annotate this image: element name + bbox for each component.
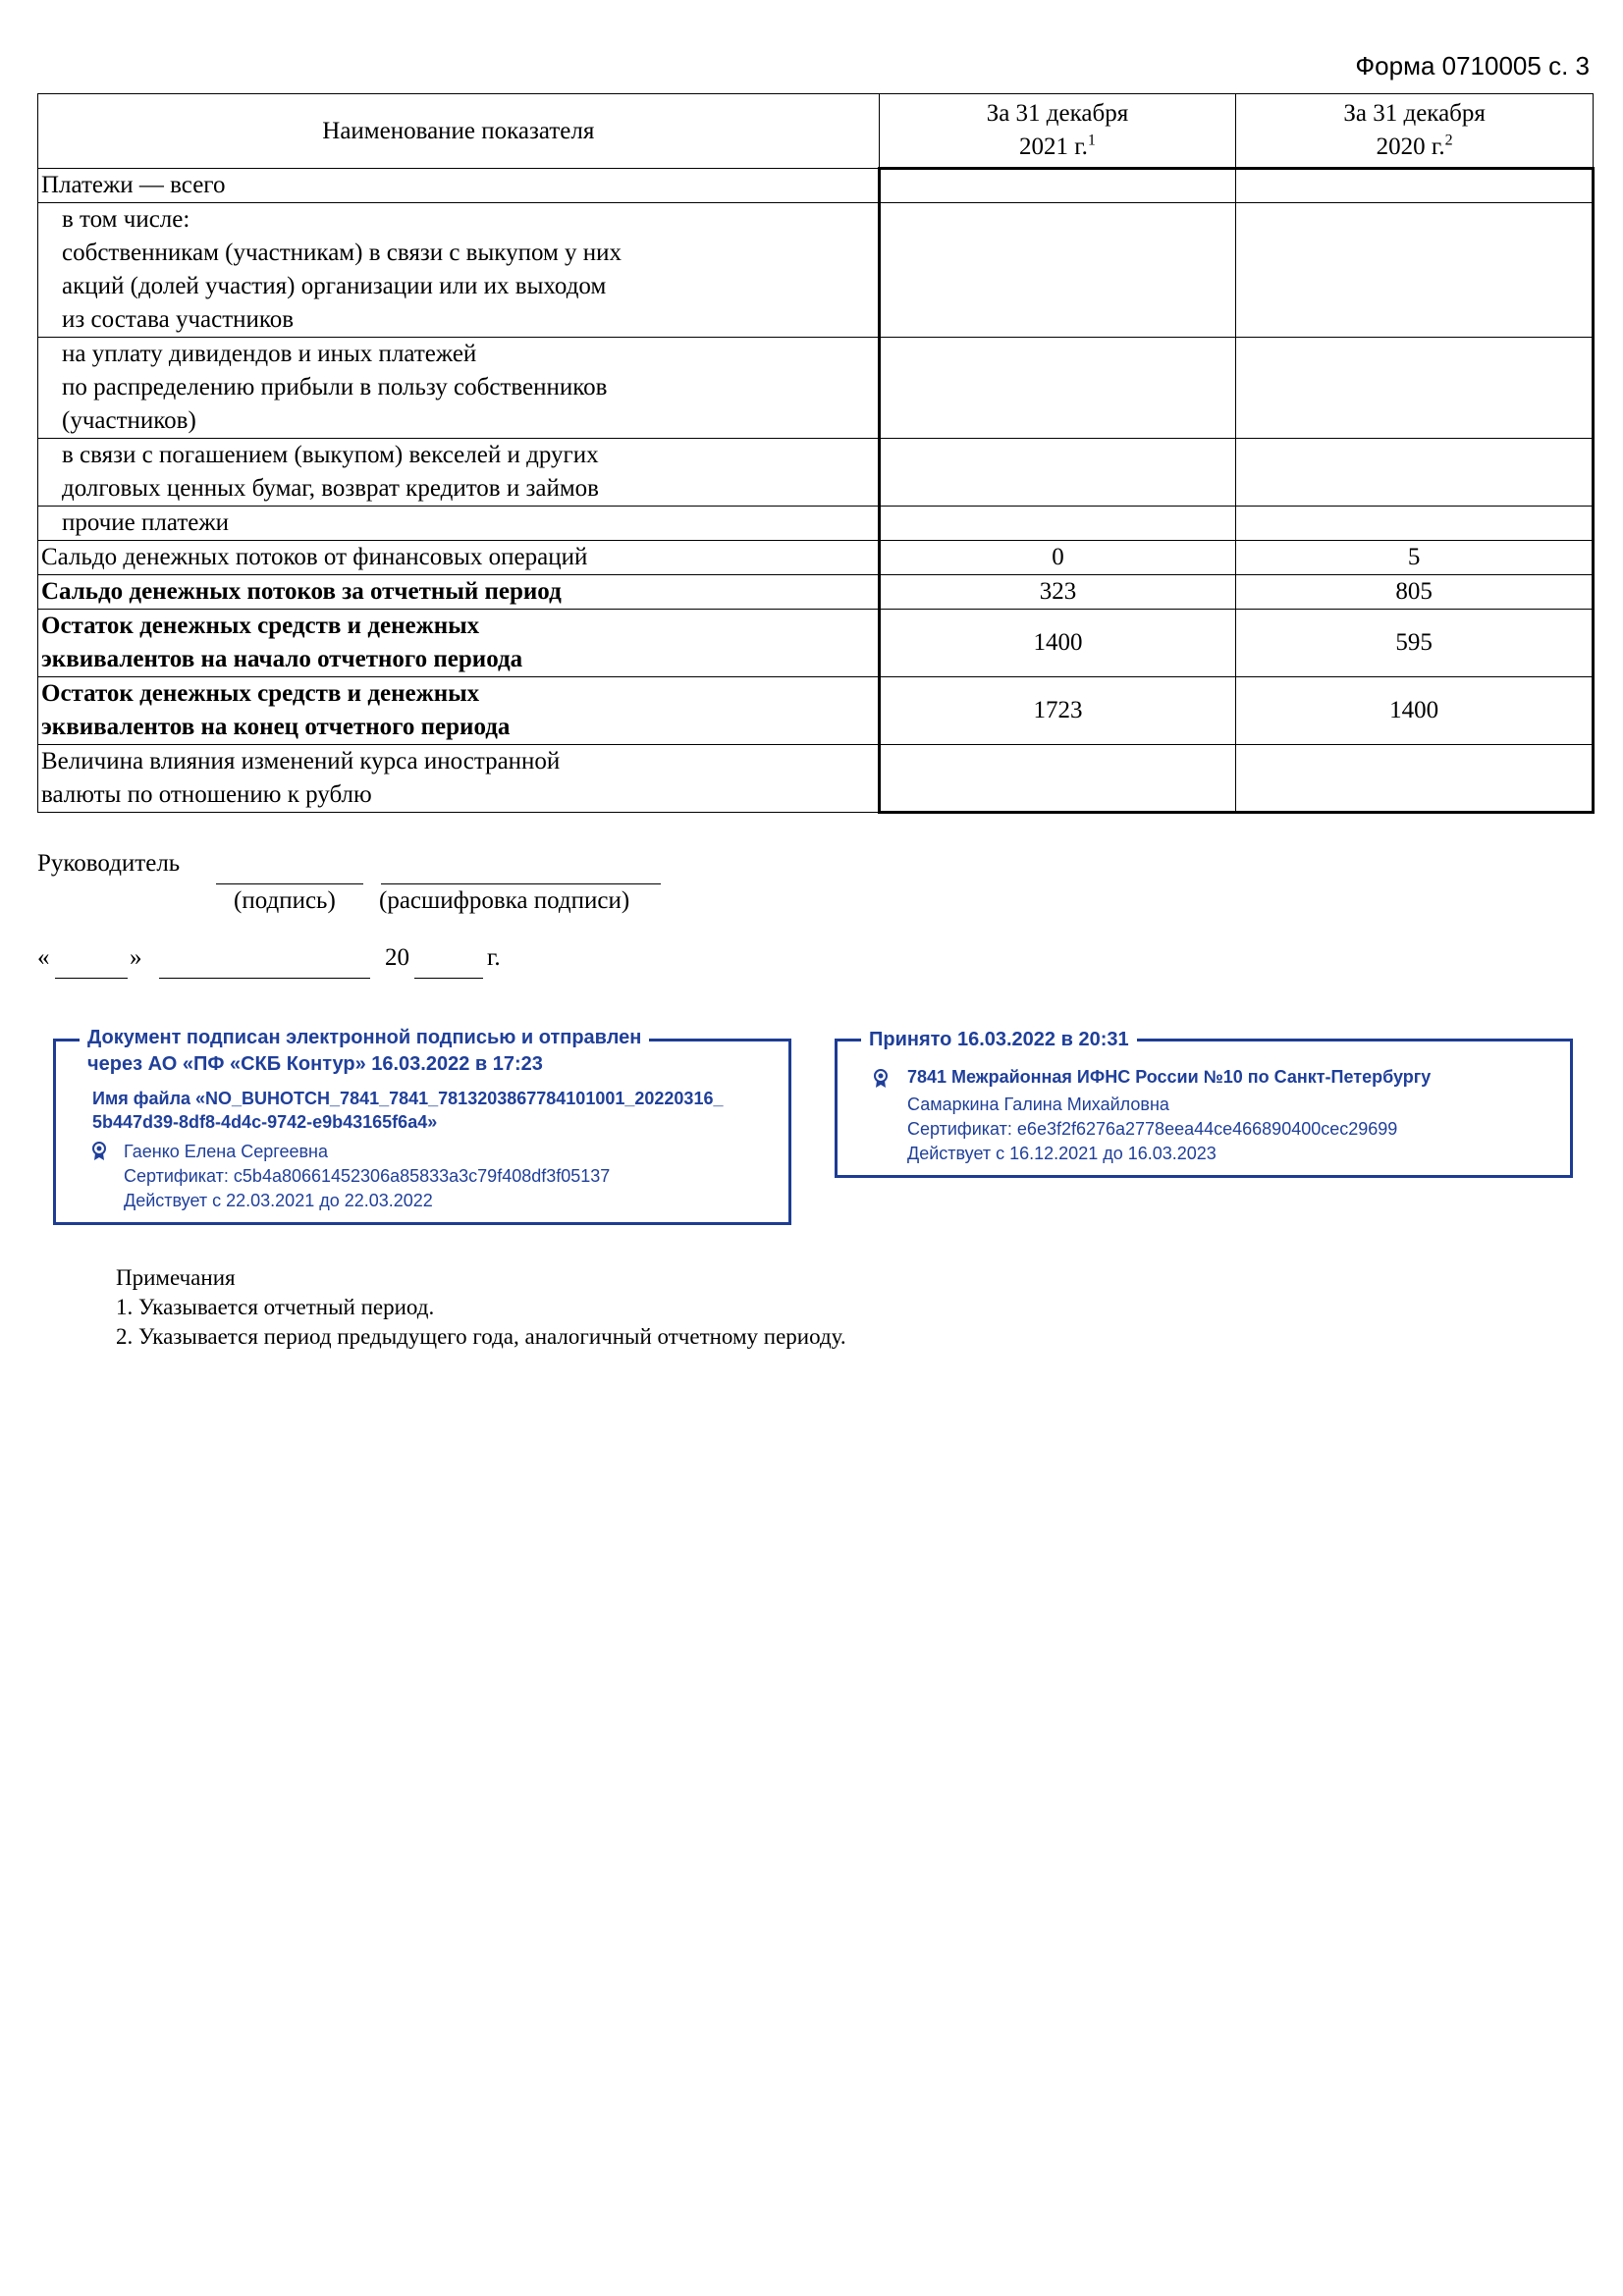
date-day-line[interactable] — [55, 948, 128, 979]
date-quote-close: » — [130, 944, 142, 971]
stamp-left-certificate: Сертификат: c5b4a80661452306a85833a3c79f408df3f05137 — [124, 1166, 611, 1186]
row-label-line: в том числе: — [62, 206, 190, 233]
stamp-left-file-line1: Имя файла «NO_BUHOTCH_7841_7841_7813203867784101001_20220316_ — [92, 1089, 724, 1108]
table-row — [38, 677, 1594, 745]
cash-flow-table — [37, 93, 1595, 814]
row-value-2021: 0 — [879, 541, 1236, 575]
table-row — [38, 439, 1594, 507]
table-row — [38, 507, 1594, 541]
certificate-medal-icon — [91, 1142, 107, 1161]
row-label: Сальдо денежных потоков за отчетный период — [38, 575, 880, 610]
table-row — [38, 203, 1594, 338]
row-value-2021: 1400 — [879, 610, 1236, 677]
table-row — [38, 610, 1594, 677]
header-col-2020-sup: 2 — [1444, 132, 1453, 149]
row-label-line: в связи с погашением (выкупом) векселей и других — [62, 442, 599, 468]
row-label — [38, 610, 880, 677]
notes-title: Примечания — [116, 1265, 236, 1290]
stamp-left-valid: Действует с 22.03.2021 до 22.03.2022 — [124, 1191, 433, 1210]
signature-label: Руководитель — [37, 850, 181, 877]
table-row — [38, 541, 1594, 575]
row-label — [38, 338, 880, 439]
table-row — [38, 745, 1594, 813]
row-label — [38, 677, 880, 745]
row-value-2020 — [1236, 203, 1594, 338]
row-label-line: долговых ценных бумаг, возврат кредитов и займов — [62, 475, 599, 502]
row-value-2021 — [879, 338, 1236, 439]
signature-decode-line[interactable] — [381, 854, 661, 884]
header-col-2021-line1: За 31 декабря — [986, 100, 1129, 127]
header-col-2020-line1: За 31 декабря — [1343, 100, 1486, 127]
row-value-2021 — [879, 203, 1236, 338]
date-quote-open: « — [37, 944, 50, 971]
date-month-line[interactable] — [159, 948, 370, 979]
stamp-right-certificate: Сертификат: e6e3f2f6276a2778eea44ce466890400cec29699 — [907, 1119, 1398, 1139]
header-indicator-name: Наименование показателя — [38, 94, 880, 169]
notes — [116, 1263, 846, 1352]
row-value-2020 — [1236, 338, 1594, 439]
date-year-suffix: г. — [487, 944, 501, 971]
stamp-right-title: Принято 16.03.2022 в 20:31 — [861, 1027, 1137, 1053]
row-label — [38, 439, 880, 507]
note-2: 2. Указывается период предыдущего года, аналогичный отчетному периоду. — [116, 1324, 846, 1349]
row-value-2021: 323 — [879, 575, 1236, 610]
row-label: прочие платежи — [38, 507, 880, 541]
acceptance-stamp-right — [835, 1029, 1573, 1178]
row-label-line: на уплату дивидендов и иных платежей — [62, 341, 477, 367]
stamp-right-valid: Действует с 16.12.2021 до 16.03.2023 — [907, 1144, 1217, 1163]
header-col-2020-line2: 2020 г. — [1376, 133, 1445, 160]
table-row — [38, 575, 1594, 610]
row-value-2021 — [879, 439, 1236, 507]
row-value-2020 — [1236, 507, 1594, 541]
stamp-left-file-line2: 5b447d39-8df8-4d4c-9742-e9b43165f6a4» — [92, 1112, 438, 1132]
form-number: Форма 0710005 с. 3 — [1355, 51, 1590, 80]
row-label-line: (участников) — [62, 407, 196, 434]
header-col-2021 — [879, 94, 1236, 169]
note-1: 1. Указывается отчетный период. — [116, 1295, 435, 1319]
row-value-2021 — [879, 745, 1236, 813]
stamp-left-title-line2: через АО «ПФ «СКБ Контур» 16.03.2022 в 17:23 — [87, 1053, 543, 1075]
row-value-2021 — [879, 169, 1236, 203]
stamp-left-title-line1: Документ подписан электронной подписью и отправлен — [87, 1027, 642, 1048]
row-label — [38, 203, 880, 338]
header-col-2020 — [1236, 94, 1594, 169]
row-label-line: валюты по отношению к рублю — [41, 781, 372, 808]
row-label-line: из состава участников — [62, 306, 295, 333]
signature-decode-caption: (расшифровка подписи) — [379, 887, 630, 914]
row-label-line: собственникам (участникам) в связи с выкупом у них — [62, 240, 622, 266]
row-value-2020: 805 — [1236, 575, 1594, 610]
certificate-medal-icon — [873, 1069, 889, 1089]
signature-line[interactable] — [216, 854, 363, 884]
stamp-left-title — [80, 1025, 649, 1078]
table-row — [38, 169, 1594, 203]
date-year-line[interactable] — [414, 948, 483, 979]
table-row — [38, 338, 1594, 439]
stamp-left-person: Гаенко Елена Сергеевна — [124, 1142, 328, 1161]
row-label-line: акций (долей участия) организации или их выходом — [62, 273, 607, 299]
header-col-2021-line2: 2021 г. — [1018, 133, 1088, 160]
row-label: Платежи — всего — [38, 169, 880, 203]
row-label-line: эквивалентов на конец отчетного периода — [41, 714, 511, 740]
row-label-line: Остаток денежных средств и денежных — [41, 613, 480, 639]
row-value-2020: 5 — [1236, 541, 1594, 575]
header-col-2021-sup: 1 — [1087, 132, 1096, 149]
row-value-2021: 1723 — [879, 677, 1236, 745]
row-value-2020: 1400 — [1236, 677, 1594, 745]
table-header-row — [38, 94, 1594, 169]
row-value-2020 — [1236, 169, 1594, 203]
row-label — [38, 745, 880, 813]
date-year-prefix: 20 — [385, 944, 409, 971]
row-label-line: Остаток денежных средств и денежных — [41, 680, 480, 707]
row-label-line: Величина влияния изменений курса иностранной — [41, 748, 561, 774]
row-label-line: по распределению прибыли в пользу собственников — [62, 374, 608, 400]
stamp-right-org: 7841 Межрайонная ИФНС России №10 по Санкт-Петербургу — [907, 1067, 1432, 1087]
row-value-2020 — [1236, 745, 1594, 813]
row-value-2020 — [1236, 439, 1594, 507]
stamp-right-person: Самаркина Галина Михайловна — [907, 1095, 1169, 1114]
signature-caption: (подпись) — [234, 887, 336, 914]
row-label: Сальдо денежных потоков от финансовых операций — [38, 541, 880, 575]
signature-stamp-left — [53, 1027, 791, 1225]
row-value-2020: 595 — [1236, 610, 1594, 677]
row-value-2021 — [879, 507, 1236, 541]
row-label-line: эквивалентов на начало отчетного периода — [41, 646, 523, 672]
